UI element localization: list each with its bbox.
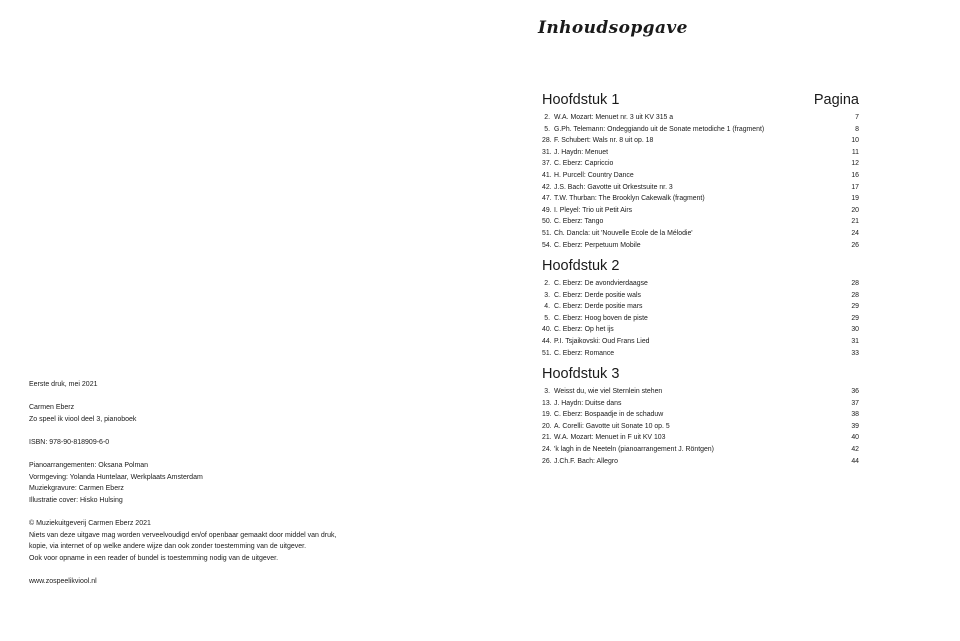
toc-entry-number: 5.	[544, 125, 550, 133]
toc-entry-page: 24	[851, 230, 859, 238]
toc-entry	[542, 421, 859, 433]
toc-entry-page: 7	[855, 114, 859, 121]
toc-entry-number: 42.	[542, 183, 552, 191]
toc-entry-page: 42	[851, 446, 859, 454]
credit-line: Illustratie cover: Hisko Hulsing	[29, 496, 123, 504]
toc-entry-number: 2.	[544, 280, 550, 287]
toc-entry-title: 'k lagh in de Neeteln (pianoarrangement J. Röntgen)	[554, 446, 714, 454]
toc-entry	[542, 135, 859, 147]
toc-entry-page: 29	[851, 314, 859, 322]
toc-entry	[542, 348, 859, 360]
toc-entry-number: 20.	[542, 422, 552, 430]
book-title-line: Zo speel ik viool deel 3, pianoboek	[29, 415, 137, 423]
toc-entry-number: 21.	[542, 434, 552, 442]
toc-entry	[542, 205, 859, 217]
toc-entry	[542, 336, 859, 348]
toc-entry	[542, 147, 859, 159]
toc-entry-title: J. Haydn: Duitse dans	[554, 399, 622, 407]
toc-entry-number: 54.	[542, 241, 552, 249]
toc-entry-title: C. Eberz: Tango	[554, 218, 604, 226]
toc-entry	[542, 456, 859, 468]
toc-entry-number: 5.	[544, 314, 550, 322]
toc-entry-title: Weisst du, wie viel Sternlein stehen	[554, 388, 663, 395]
toc-entry-title: C. Eberz: Bospaadje in de schaduw	[554, 411, 664, 419]
toc-entry-title: C. Eberz: Capriccio	[554, 160, 614, 168]
toc-entry-title: I. Pleyel: Trio uit Petit Airs	[554, 206, 633, 214]
toc-entry	[542, 278, 859, 290]
toc-entry-title: P.I. Tsjaikovski: Oud Frans Lied	[554, 338, 650, 346]
toc-title: Inhoudsopgave	[538, 18, 688, 38]
toc-entry-number: 13.	[542, 399, 552, 407]
toc-entry-title: T.W. Thurban: The Brooklyn Cakewalk (fragment)	[554, 195, 705, 203]
toc-entry-number: 28.	[542, 137, 552, 145]
toc-entry-title: A. Corelli: Gavotte uit Sonate 10 op. 5	[554, 422, 670, 430]
toc-entry-title: W.A. Mozart: Menuet in F uit KV 103	[554, 434, 666, 442]
toc-entry	[542, 301, 859, 313]
toc-entry	[542, 290, 859, 302]
toc-entry-page: 8	[855, 125, 859, 133]
toc-entry-number: 51.	[542, 230, 552, 238]
toc-entry-number: 40.	[542, 326, 552, 334]
credit-line: Muziekgravure: Carmen Eberz	[29, 485, 124, 493]
copyright-line: © Muziekuitgeverij Carmen Eberz 2021	[29, 520, 151, 528]
isbn-line: ISBN: 978-90-818909-6-0	[29, 438, 110, 446]
right-page	[480, 0, 960, 641]
toc-entry-page: 20	[851, 206, 859, 214]
toc-entry-number: 3.	[544, 291, 550, 299]
copyright-line: Ook voor opname in een reader of bundel is toestemming nodig van de uitgever.	[29, 554, 279, 562]
toc-entry-page: 37	[851, 399, 859, 407]
toc-entry-number: 3.	[544, 388, 550, 395]
toc-entry	[542, 170, 859, 182]
section-title: Hoofdstuk 1	[542, 92, 620, 108]
copyright-line: kopie, via internet of op welke andere wijze dan ook zonder toestemming van de uitgever.	[29, 543, 307, 551]
toc-entry-number: 4.	[544, 303, 550, 311]
toc-entry-number: 31.	[542, 148, 552, 156]
credit-line: Vormgeving: Yolanda Huntelaar, Werkplaats Amsterdam	[29, 473, 203, 481]
toc-entry-title: J.Ch.F. Bach: Allegro	[554, 457, 618, 465]
toc-entry-title: G.Ph. Telemann: Ondeggiando uit de Sonate metodiche 1 (fragment)	[554, 125, 765, 133]
toc-entry-title: C. Eberz: Hoog boven de piste	[554, 314, 648, 322]
page-column-header: Pagina	[813, 92, 859, 108]
toc-entry-page: 39	[851, 422, 859, 430]
toc-entry-number: 37.	[542, 160, 552, 168]
toc-entry-page: 11	[851, 148, 859, 156]
toc-entry-page: 16	[851, 172, 859, 180]
toc-entry-page: 28	[851, 280, 859, 287]
toc-entry-number: 24.	[542, 446, 552, 454]
toc-entry	[542, 193, 859, 205]
toc-entry-number: 41.	[542, 172, 552, 180]
toc-entry-number: 26.	[542, 457, 552, 465]
toc-entry-page: 30	[851, 326, 859, 334]
toc-entry-page: 44	[851, 457, 859, 465]
toc-entry	[542, 228, 859, 240]
toc-entry-page: 19	[851, 195, 859, 203]
toc-entry-number: 50.	[542, 218, 552, 226]
toc-entry-page: 26	[851, 241, 859, 249]
toc-entry	[542, 324, 859, 336]
toc-entry	[542, 158, 859, 170]
toc-entry-title: C. Eberz: Op het ijs	[554, 326, 614, 334]
toc-entry-number: 49.	[542, 206, 552, 214]
toc-entry-number: 44.	[542, 338, 552, 346]
toc-entry-title: C. Eberz: Perpetuum Mobile	[554, 241, 641, 249]
toc-entry	[542, 386, 859, 398]
section-title: Hoofdstuk 2	[542, 258, 620, 274]
copyright-line: Niets van deze uitgave mag worden verveelvoudigd en/of openbaar gemaakt door middel van druk,	[29, 531, 337, 539]
toc-entry-title: C. Eberz: Derde positie wals	[554, 291, 641, 299]
toc-entry	[542, 432, 859, 444]
toc-entry-number: 47.	[542, 195, 552, 203]
author-line: Carmen Eberz	[29, 404, 75, 412]
toc-section-2	[542, 258, 859, 359]
toc-entry-title: C. Eberz: De avondvierdaagse	[554, 280, 648, 287]
toc-entry-title: C. Eberz: Romance	[554, 349, 615, 357]
toc-entry-page: 12	[851, 160, 859, 168]
toc-entry	[542, 409, 859, 421]
toc-entry-page: 38	[851, 411, 859, 419]
website-link: www.zospeelikviool.nl	[29, 578, 97, 586]
toc-section-1	[542, 92, 859, 251]
toc-entry-page: 29	[851, 303, 859, 311]
toc-entry-title: F. Schubert: Wals nr. 8 uit op. 18	[554, 137, 654, 145]
toc-entry-title: W.A. Mozart: Menuet nr. 3 uit KV 315 a	[554, 114, 674, 121]
toc-entry	[542, 398, 859, 410]
toc-entry	[542, 124, 859, 136]
toc-entry-title: Ch. Dancla: uit 'Nouvelle Ecole de la Mélodie'	[554, 230, 693, 238]
toc-entry-title: J. Haydn: Menuet	[554, 148, 609, 156]
edition-line: Eerste druk, mei 2021	[29, 381, 98, 388]
toc-entry	[542, 182, 859, 194]
toc-entry-page: 40	[851, 434, 859, 442]
toc-entry-number: 19.	[542, 411, 552, 419]
imprint-block	[29, 379, 349, 588]
toc-entry-page: 28	[851, 291, 859, 299]
toc-section-3	[542, 366, 859, 467]
credit-line: Pianoarrangementen: Oksana Polman	[29, 462, 149, 470]
toc-entry-page: 21	[851, 218, 859, 226]
toc-entry	[542, 216, 859, 228]
toc-entry-page: 36	[851, 388, 859, 395]
toc-entry-number: 2.	[544, 114, 550, 121]
toc-entry	[542, 112, 859, 124]
toc-entry	[542, 313, 859, 325]
toc-entry	[542, 444, 859, 456]
toc-entry	[542, 240, 859, 252]
toc-entry-title: J.S. Bach: Gavotte uit Orkestsuite nr. 3	[554, 183, 673, 191]
toc-entry-page: 31	[851, 338, 859, 346]
toc-entry-page: 10	[851, 137, 859, 145]
toc-entry-page: 33	[851, 349, 859, 357]
toc-entry-number: 51.	[542, 349, 552, 357]
section-title: Hoofdstuk 3	[542, 366, 620, 382]
toc-entry-title: C. Eberz: Derde positie mars	[554, 303, 643, 311]
toc-entry-title: H. Purcell: Country Dance	[554, 172, 634, 180]
toc-entry-page: 17	[851, 183, 859, 191]
